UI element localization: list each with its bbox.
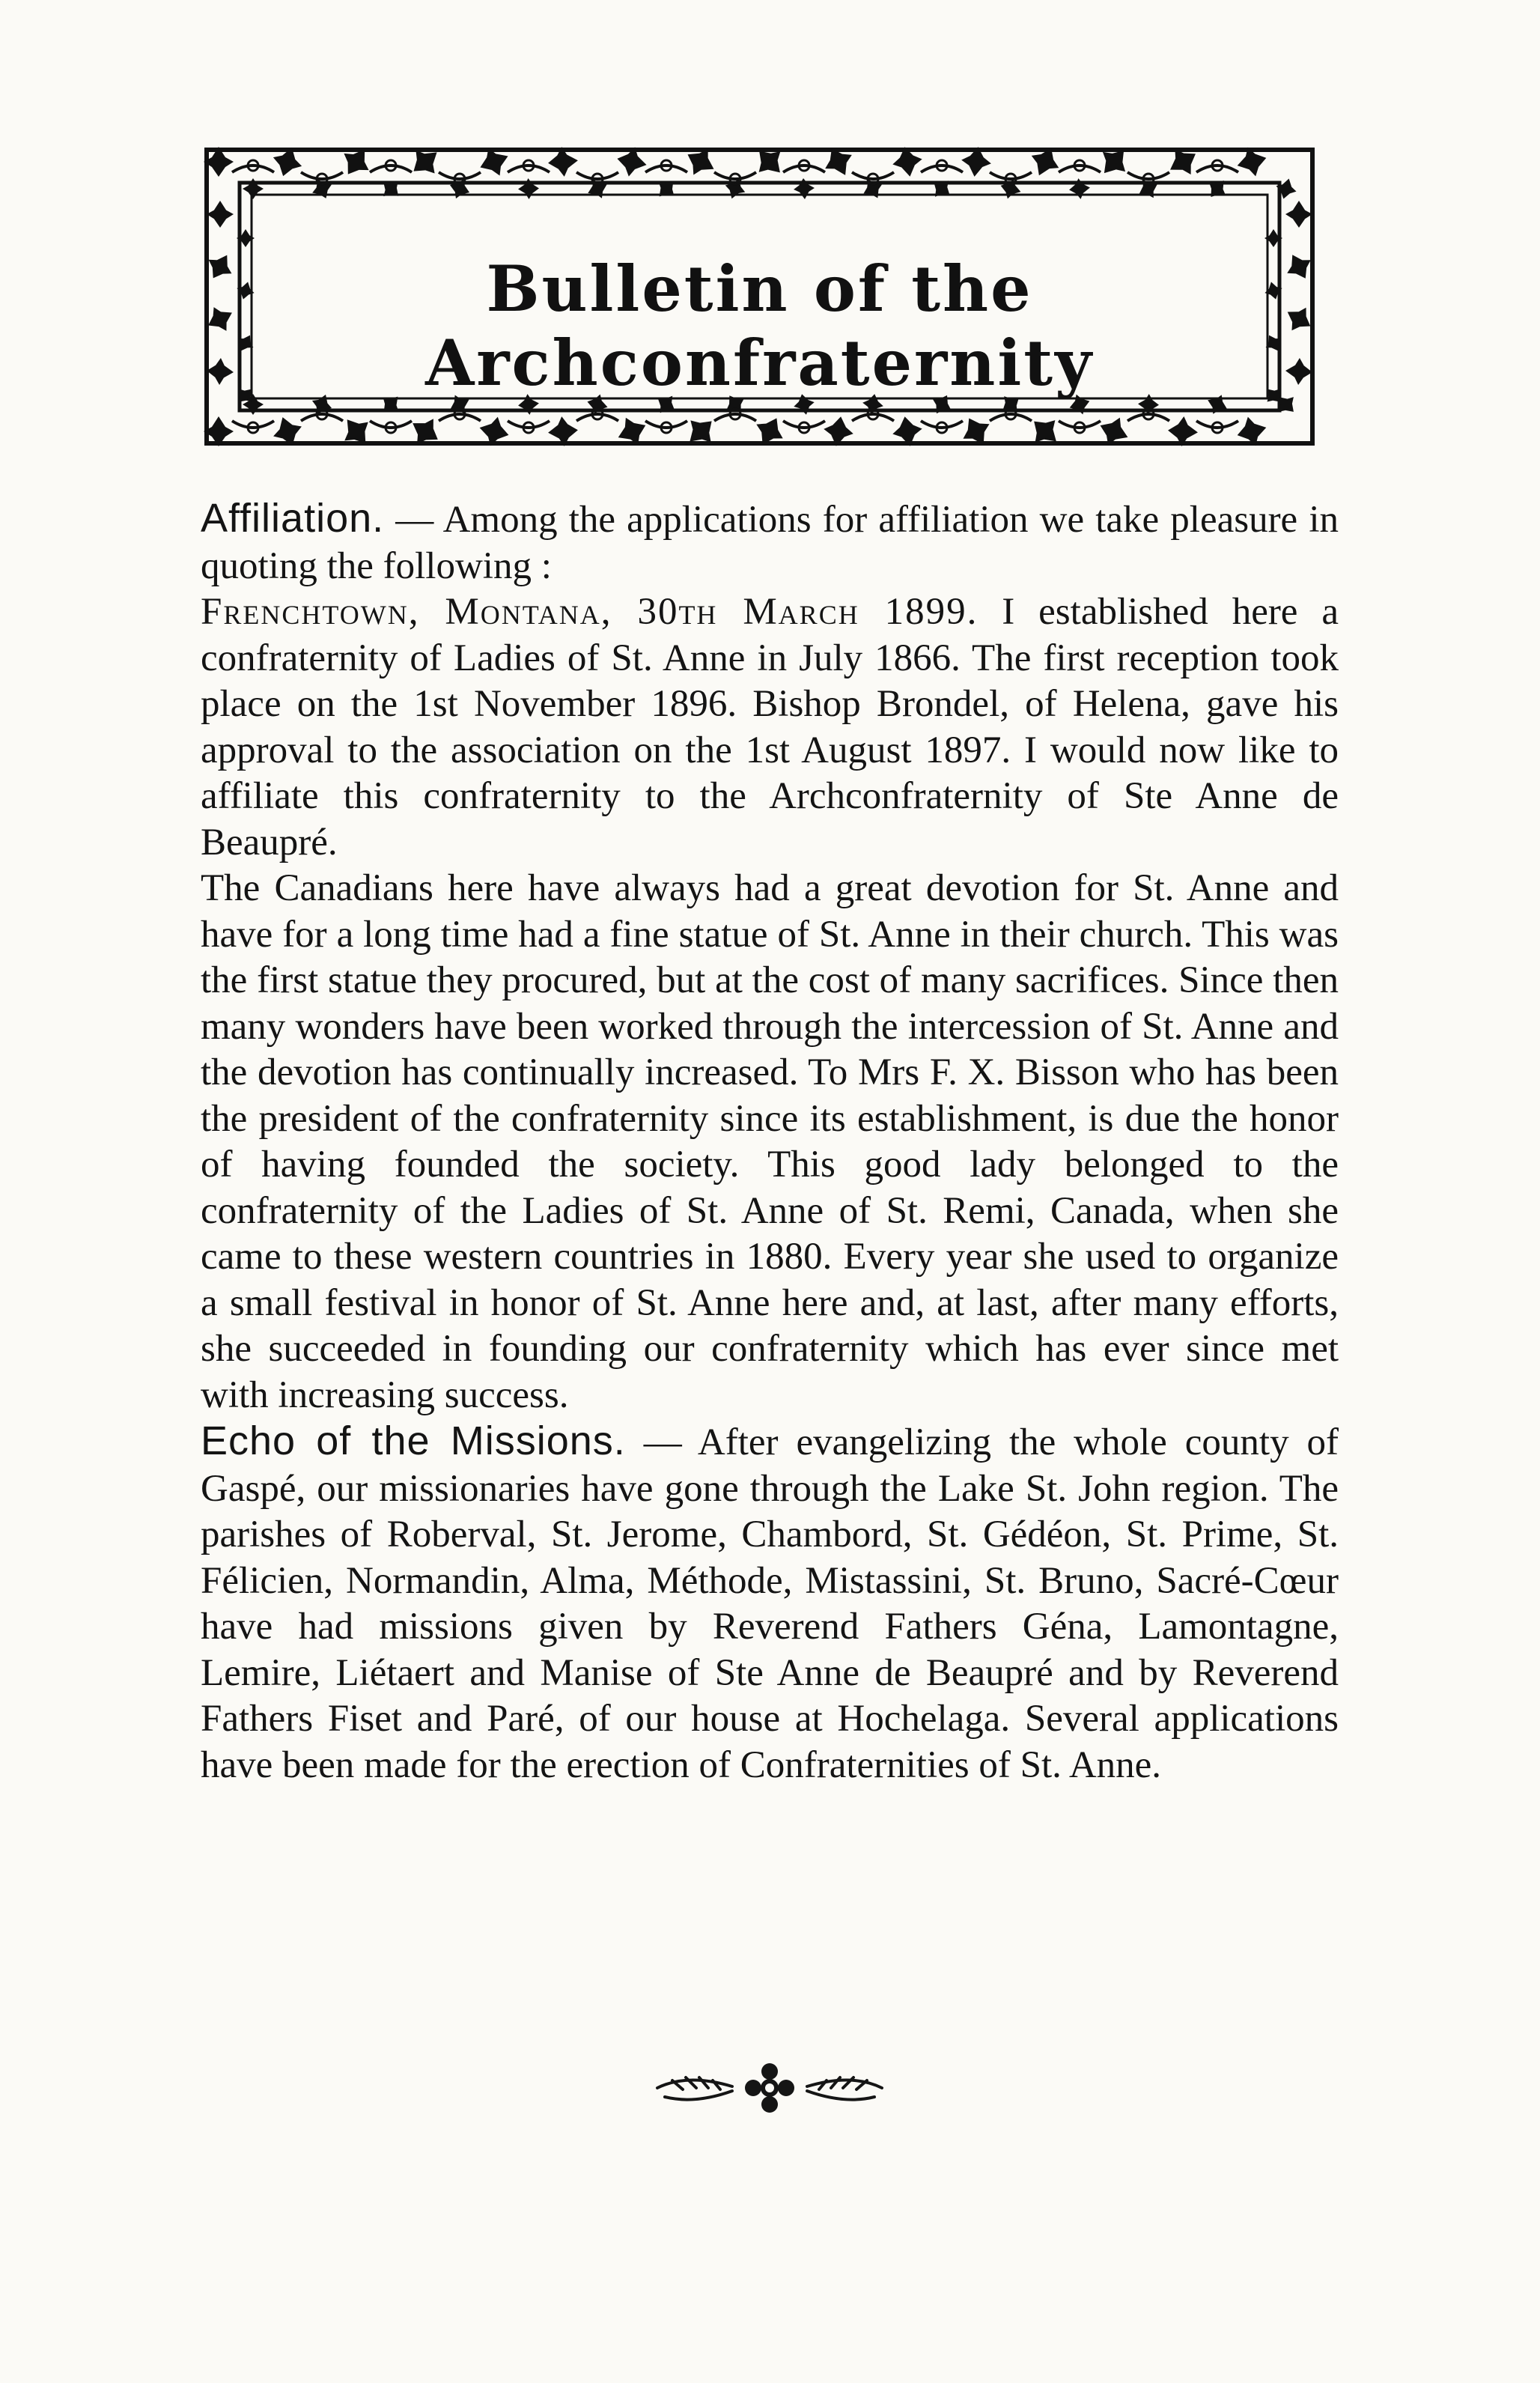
section-heading-affiliation: Affiliation. — [201, 496, 385, 541]
canadians-paragraph: The Canadians here have always had a great devotion for St. Anne and have for a long time had a fine statue of St. Anne in their church. This was the first statue they procured, but at the cost of many sacrifices. Since then many wonders have been worked through the intercession of St. Anne and the devotion has continually increased. To Mrs F. X. Bisson who has been the president of the confraternity since its establishment, is due the honor of having founded the society. This good lady belonged to the confraternity of the Ladies of St. Anne of St. Remi, Canada, when she came to these western countries in 1880. Every year she used to organize a small festival in honor of St. Anne here and, at last, after many efforts, she succeeded in founding our confraternity which has ever since met with increasing success. — [201, 867, 1339, 1416]
letter-dateline: Frenchtown, Montana, 30th March 1899. — [201, 591, 979, 633]
floral-tailpiece-icon — [650, 2058, 889, 2118]
letter-text: I established here a confraternity of Ladies of St. Anne in July 1866. The first reception took place on the 1st November 1896. Bishop Brondel, of Helena, gave his approval to the association on the 1st August 1897. I would now like to affiliate this confraternity to the Archconfraternity of Ste Anne de Beaupré. — [201, 591, 1339, 863]
missions-paragraph — [201, 1418, 1339, 1788]
missions-text: — After evangelizing the whole county of Gaspé, our missionaries have gone through the Lake St. John region. The parishes of Roberval, St. Jerome, Chambord, St. Gédéon, St. Prime, St. Félicien, Normandin, Alma, Méthode, Mistassini, St. Bruno, Sacré-Cœur have had missions given by Reverend Fathers Géna, Lamontagne, Lemire, Liétaert and Manise of Ste Anne de Beaupré and by Reverend Fathers Fiset and Paré, of our house at Hochelaga. Several applications have been made for the erection of Confraternities of St. Anne. — [201, 1421, 1339, 1786]
affiliation-intro: — Among the applications for affiliation we take pleasure in quoting the following : — [201, 499, 1339, 587]
letter-paragraph — [201, 589, 1339, 866]
page-title: Bulletin of the Archconfraternity — [425, 252, 1094, 400]
article-body — [201, 496, 1339, 1788]
affiliation-paragraph — [201, 496, 1339, 589]
header-banner — [196, 139, 1323, 454]
section-heading-missions: Echo of the Missions. — [201, 1418, 626, 1463]
